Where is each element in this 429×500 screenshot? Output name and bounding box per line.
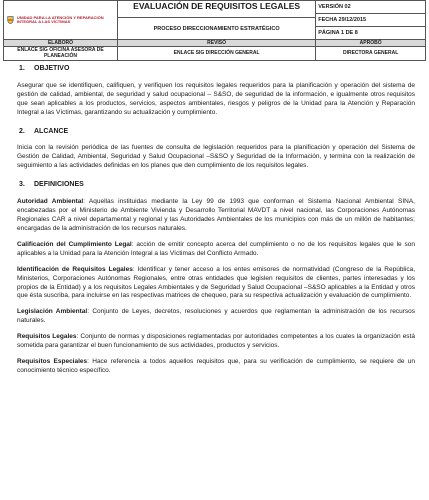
logo-cell (4, 1, 118, 40)
section-title: ALCANCE (34, 127, 69, 135)
process-label: PROCESO DIRECCIONAMIENTO ESTRATÉGICO (117, 18, 315, 40)
elaboro-header: ELABORÓ (4, 40, 118, 47)
section-heading-objetivo (19, 64, 415, 74)
version-label: VERSIÓN 02 (316, 1, 425, 14)
logo (7, 1, 114, 39)
definition-term: Legislación Ambiental (17, 308, 88, 316)
section-title: DEFINICIONES (34, 181, 84, 189)
section-heading-definiciones (19, 180, 415, 190)
definition-item (17, 266, 415, 302)
definition-item (17, 198, 415, 234)
logo-text: UNIDAD PARA LA ATENCIÓN Y REPARACIÓN INTEGRAL A LAS VÍCTIMAS (16, 14, 104, 24)
elaboro-value: ENLACE SIG OFICINA ASESORA DE PLANEACIÓN (4, 47, 118, 61)
alcance-paragraph: Inicia con la revisión periódica de las fuentes de consulta de legislación requeridos para la planificación y operación del Sistema de Gestión de Calidad, Ambiental, Seguridad y Salud Ocupacional –S&SO y Seguridad de la Información, y termina con la realización de seguimiento a las actividades definidas en los planes que den cumplimiento de los requisitos legales. (17, 144, 415, 170)
document-header (3, 0, 426, 58)
shield-icon (7, 14, 14, 26)
section-number: 1. (19, 65, 25, 72)
definition-term: Requisitos Legales (17, 333, 77, 341)
definition-term: Calificación del Cumplimiento Legal (17, 240, 132, 248)
section-number: 3. (19, 181, 25, 189)
definition-text: : Aquellas instituidas mediante la Ley 99 de 1993 que conforman el Sistema Nacional Ambiental SINA, encabezadas por el Ministerio de Ambiente Vivienda y Desarrollo Territorial MAVDT a nivel nacional, las Corporaciones Autónomas Regionales CAR a nivel departamental y regional y las Autoridades Ambientales de los municipios con más de un millón de habitantes; encargadas de la administración de los recursos naturales. (17, 197, 415, 232)
definition-term: Autoridad Ambiental (17, 197, 84, 205)
section-heading-alcance (19, 127, 415, 137)
definition-item (17, 308, 415, 326)
reviso-value: ENLACE SIG DIRECCIÓN GENERAL (117, 47, 315, 61)
definition-text: : Hace referencia a todos aquellos requisitos que, para su verificación de cumplimiento, se requiere de un conocimiento técnico específico. (17, 358, 415, 375)
aprobo-value: DIRECTORA GENERAL (316, 47, 426, 61)
section-title: OBJETIVO (34, 65, 70, 72)
definition-text: : Conjunto de Leyes, decretos, resoluciones y acuerdos que reglamentan la administración de los recursos naturales. (17, 308, 415, 325)
aprobo-header: APROBÓ (316, 40, 426, 47)
definition-text: : Conjunto de normas y disposiciones reglamentadas por autoridades competentes a los cuales la organización está sometida para garantizar el buen funcionamiento de sus actividades, productos y servicios. (17, 333, 415, 350)
title-cell (117, 1, 315, 18)
page-label: PÁGINA 1 DE 8 (318, 30, 358, 36)
document-body (17, 64, 415, 383)
reviso-header: REVISÓ (117, 40, 315, 47)
meta-cell (316, 1, 426, 40)
definition-text: : acción de emitir concepto acerca del cumplimiento o no de los requisitos legales que le son aplicables a la Unidad para la Atención Integral a las Víctimas del Conflicto Armado. (17, 240, 415, 257)
definition-item (17, 358, 415, 376)
definition-term: Requisitos Especiales (17, 358, 88, 366)
date-label: FECHA 29/12/2015 (316, 14, 425, 27)
definition-item (17, 241, 415, 259)
definition-term: Identificación de Requisitos Legales (17, 265, 133, 273)
definition-item (17, 333, 415, 351)
section-number: 2. (19, 127, 25, 135)
header-table (3, 0, 426, 61)
document-title: EVALUACIÓN DE REQUISITOS LEGALES (133, 1, 301, 11)
objetivo-paragraph: Asegurar que se identifiquen, califiquen, y verifiquen los requisitos legales requeridos para la planificación y operación del sistema de gestión de calidad, ambiental, de seguridad y salud ocupacional – S&SO, de seguridad de la información, e igualmente otros requisitos que sean aplicables a los productos, servicios, aspectos ambientales, riesgos y peligros de la Unidad para la Atención y Reparación Integral a las Víctimas, garantizando su actualización y cumplimiento. (17, 81, 415, 116)
definition-text: : Identificar y tener acceso a los entes emisores de normatividad (Congreso de la República, Ministerios, Corporaciones Autónomas Regionales, entre otras entidades que legislen requisitos de clientes, partes interesadas y los propios de la Entidad) y a los requisitos Legales Ambientales y de Seguridad y Salud Ocupacional –S&SO aplicables a la Entidad y otros que ésta suscriba, para incluirse en las respectivas matrices de chequeo, para su respectiva actualización y evaluación de cumplimiento. (17, 265, 415, 300)
